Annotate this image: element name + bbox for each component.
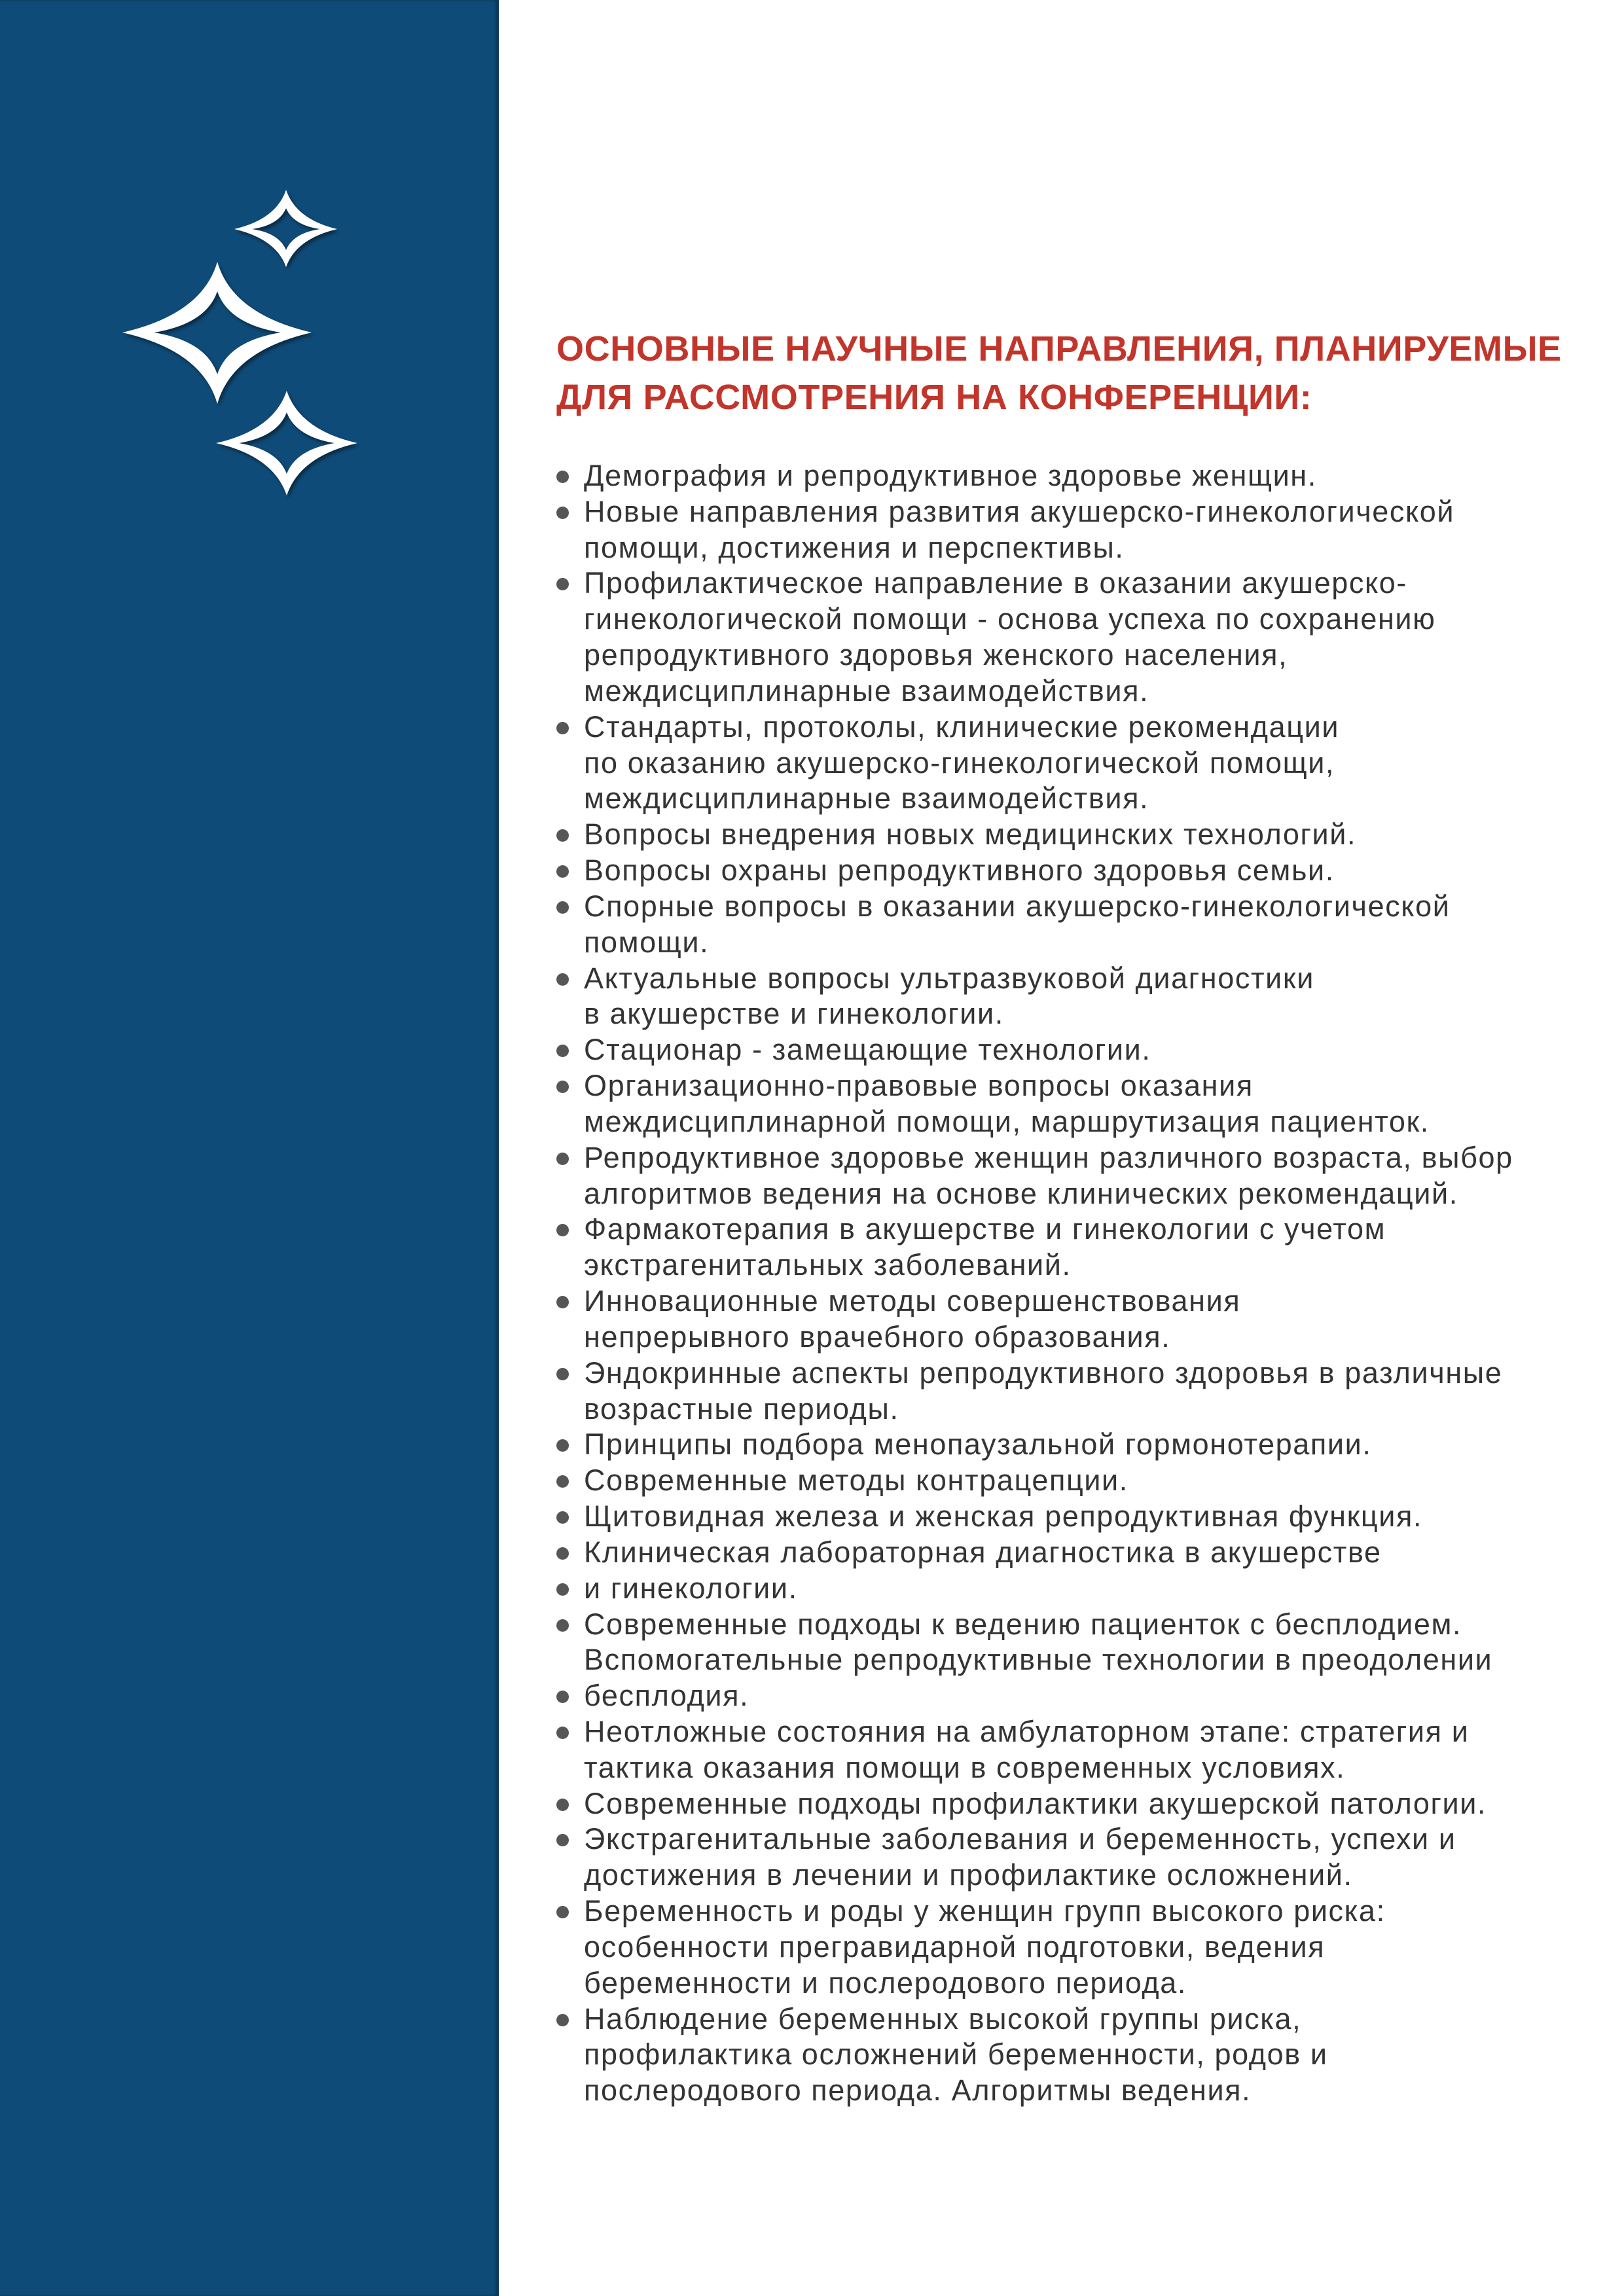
topic-item-continuation bbox=[556, 2037, 1513, 2073]
sparkle-star-icon bbox=[234, 190, 337, 267]
topic-text: Организационно-правовые вопросы оказания bbox=[584, 1069, 1254, 1103]
page-heading bbox=[556, 325, 1562, 422]
bullet-icon bbox=[556, 507, 569, 519]
topic-item bbox=[556, 1463, 1513, 1499]
topic-text: Инновационные методы совершенствования bbox=[584, 1284, 1241, 1318]
topic-text: Профилактическое направление в оказании акушерско- bbox=[584, 566, 1407, 600]
side-panel bbox=[0, 0, 499, 2296]
topic-text: Эндокринные аспекты репродуктивного здоровья в различные bbox=[584, 1355, 1503, 1390]
topic-text: тактика оказания помощи в современных условиях. bbox=[584, 1750, 1346, 1784]
bullet-icon bbox=[556, 1511, 569, 1524]
topic-text: Спорные вопросы в оказании акушерско-гинекологической bbox=[584, 889, 1451, 923]
topic-text: Принципы подбора менопаузальной гормонотерапии. bbox=[584, 1427, 1372, 1462]
topic-item bbox=[556, 1499, 1513, 1535]
topic-text: междисциплинарные взаимодействия. bbox=[584, 781, 1149, 816]
topic-item bbox=[556, 1678, 1513, 1714]
bullet-icon bbox=[556, 722, 569, 734]
topic-item bbox=[556, 1821, 1513, 1857]
topic-item-continuation bbox=[556, 1929, 1513, 1965]
topic-item bbox=[556, 565, 1513, 601]
topic-text: Стандарты, протоколы, клинические рекомендации bbox=[584, 709, 1340, 744]
topic-item-continuation bbox=[556, 1857, 1513, 1893]
topic-item-continuation bbox=[556, 601, 1513, 637]
topic-text: послеродового периода. Алгоритмы ведения. bbox=[584, 2073, 1252, 2108]
topic-text: Современные подходы к ведению пациенток с бесплодием. bbox=[584, 1607, 1462, 1641]
topic-text: Стационар - замещающие технологии. bbox=[584, 1033, 1151, 1067]
topic-text: Беременность и роды у женщин групп высокого риска: bbox=[584, 1894, 1386, 1928]
topic-text: особенности прегравидарной подготовки, ведения bbox=[584, 1929, 1326, 1964]
topic-text: гинекологической помощи - основа успеха по сохранению bbox=[584, 602, 1436, 636]
topic-text: Репродуктивное здоровье женщин различного возраста, выбор bbox=[584, 1140, 1513, 1174]
heading-line-2: ДЛЯ РАССМОТРЕНИЯ НА КОНФЕРЕНЦИИ: bbox=[556, 378, 1312, 417]
topic-item-continuation bbox=[556, 1750, 1513, 1786]
topic-text: Вопросы охраны репродуктивного здоровья семьи. bbox=[584, 853, 1335, 888]
bullet-icon bbox=[556, 1224, 569, 1236]
topic-text: Фармакотерапия в акушерстве и гинекологии с учетом bbox=[584, 1212, 1386, 1246]
topic-item bbox=[556, 1607, 1513, 1643]
topic-item bbox=[556, 1893, 1513, 1929]
topic-item-continuation bbox=[556, 996, 1513, 1032]
bullet-icon bbox=[556, 2014, 569, 2026]
topic-item-continuation bbox=[556, 1104, 1513, 1140]
topic-item-continuation bbox=[556, 1319, 1513, 1355]
topic-item-continuation bbox=[556, 1176, 1513, 1212]
bullet-icon bbox=[556, 901, 569, 914]
topic-item-continuation bbox=[556, 745, 1513, 781]
topic-text: профилактика осложнений беременности, родов и bbox=[584, 2037, 1328, 2072]
bullet-icon bbox=[556, 1547, 569, 1560]
bullet-icon bbox=[556, 578, 569, 590]
topic-item-continuation bbox=[556, 1965, 1513, 2001]
topic-text: помощи, достижения и перспективы. bbox=[584, 530, 1125, 564]
topic-item bbox=[556, 853, 1513, 889]
bullet-icon bbox=[556, 1691, 569, 1703]
topic-item bbox=[556, 1571, 1513, 1607]
topic-item-continuation bbox=[556, 1247, 1513, 1283]
topic-item bbox=[556, 1535, 1513, 1571]
bullet-icon bbox=[556, 973, 569, 986]
bullet-icon bbox=[556, 1619, 569, 1632]
topic-item-continuation bbox=[556, 1391, 1513, 1427]
topic-item-continuation bbox=[556, 1642, 1513, 1678]
topic-item bbox=[556, 1211, 1513, 1247]
bullet-icon bbox=[556, 1906, 569, 1918]
topic-item bbox=[556, 1032, 1513, 1068]
topic-text: Клиническая лабораторная диагностика в акушерстве bbox=[584, 1535, 1382, 1569]
topic-item-continuation bbox=[556, 673, 1513, 709]
topic-text: Неотложные состояния на амбулаторном этапе: стратегия и bbox=[584, 1714, 1470, 1748]
bullet-icon bbox=[556, 865, 569, 878]
bullet-icon bbox=[556, 1368, 569, 1380]
topic-text: Новые направления развития акушерско-гинекологической bbox=[584, 494, 1455, 528]
topic-item bbox=[556, 2001, 1513, 2037]
topic-text: Вопросы внедрения новых медицинских технологий. bbox=[584, 817, 1357, 852]
heading-line-1: ОСНОВНЫЕ НАУЧНЫЕ НАПРАВЛЕНИЯ, ПЛАНИРУЕМЫЕ bbox=[556, 329, 1562, 368]
sparkle-stars bbox=[0, 0, 499, 589]
topics-list bbox=[556, 458, 1513, 2109]
sparkle-star-icon bbox=[216, 391, 357, 495]
topic-item bbox=[556, 1140, 1513, 1176]
topic-text: достижения в лечении и профилактике осложнений. bbox=[584, 1858, 1353, 1892]
topic-item bbox=[556, 1427, 1513, 1463]
topic-item-continuation bbox=[556, 925, 1513, 961]
bullet-icon bbox=[556, 1045, 569, 1057]
topic-text: Наблюдение беременных высокой группы риска, bbox=[584, 2001, 1302, 2036]
bullet-icon bbox=[556, 1834, 569, 1846]
topic-item-continuation bbox=[556, 781, 1513, 817]
bullet-icon bbox=[556, 1799, 569, 1811]
topic-item bbox=[556, 817, 1513, 853]
topic-text: репродуктивного здоровья женского населения, bbox=[584, 638, 1288, 672]
topic-text: по оказанию акушерско-гинекологической помощи, bbox=[584, 745, 1335, 780]
topic-item bbox=[556, 961, 1513, 997]
topic-text: в акушерстве и гинекологии. bbox=[584, 997, 1004, 1031]
topic-item bbox=[556, 1714, 1513, 1750]
topic-item bbox=[556, 494, 1513, 530]
bullet-icon bbox=[556, 1153, 569, 1165]
topic-text: Современные подходы профилактики акушерской патологии. bbox=[584, 1786, 1487, 1820]
topic-text: Вспомогательные репродуктивные технологии в преодолении bbox=[584, 1643, 1493, 1677]
bullet-icon bbox=[556, 1727, 569, 1739]
bullet-icon bbox=[556, 1081, 569, 1093]
topic-text: Экстрагенитальные заболевания и беременность, успехи и bbox=[584, 1822, 1456, 1856]
topic-text: бесплодия. bbox=[584, 1679, 749, 1713]
bullet-icon bbox=[556, 1439, 569, 1452]
sparkle-star-icon bbox=[122, 262, 312, 404]
topic-item bbox=[556, 1786, 1513, 1822]
topic-item-continuation bbox=[556, 637, 1513, 673]
topic-text: возрастные периоды. bbox=[584, 1391, 899, 1426]
topic-item bbox=[556, 889, 1513, 925]
topic-text: беременности и послеродового периода. bbox=[584, 1965, 1187, 2000]
topic-item bbox=[556, 1355, 1513, 1391]
bullet-icon bbox=[556, 1583, 569, 1596]
topic-item-continuation bbox=[556, 2073, 1513, 2109]
bullet-icon bbox=[556, 471, 569, 483]
topic-text: экстрагенитальных заболеваний. bbox=[584, 1248, 1072, 1282]
topic-item-continuation bbox=[556, 530, 1513, 566]
topic-text: помощи. bbox=[584, 925, 710, 959]
topic-text: Щитовидная железа и женская репродуктивная функция. bbox=[584, 1499, 1423, 1534]
topic-text: междисциплинарной помощи, маршрутизация пациенток. bbox=[584, 1104, 1430, 1138]
topic-item bbox=[556, 458, 1513, 494]
bullet-icon bbox=[556, 1296, 569, 1308]
bullet-icon bbox=[556, 1475, 569, 1488]
topic-text: междисциплинарные взаимодействия. bbox=[584, 673, 1149, 708]
topic-item bbox=[556, 1068, 1513, 1104]
topic-text: Современные методы контрацепции. bbox=[584, 1463, 1128, 1498]
topic-item bbox=[556, 1283, 1513, 1319]
topic-text: непрерывного врачебного образования. bbox=[584, 1319, 1171, 1354]
topic-text: Демография и репродуктивное здоровье женщин. bbox=[584, 459, 1317, 492]
topic-text: алгоритмов ведения на основе клинических рекомендаций. bbox=[584, 1176, 1458, 1210]
bullet-icon bbox=[556, 829, 569, 842]
topic-text: Актуальные вопросы ультразвуковой диагностики bbox=[584, 961, 1314, 995]
topic-item bbox=[556, 709, 1513, 745]
topic-text: и гинекологии. bbox=[584, 1571, 798, 1605]
